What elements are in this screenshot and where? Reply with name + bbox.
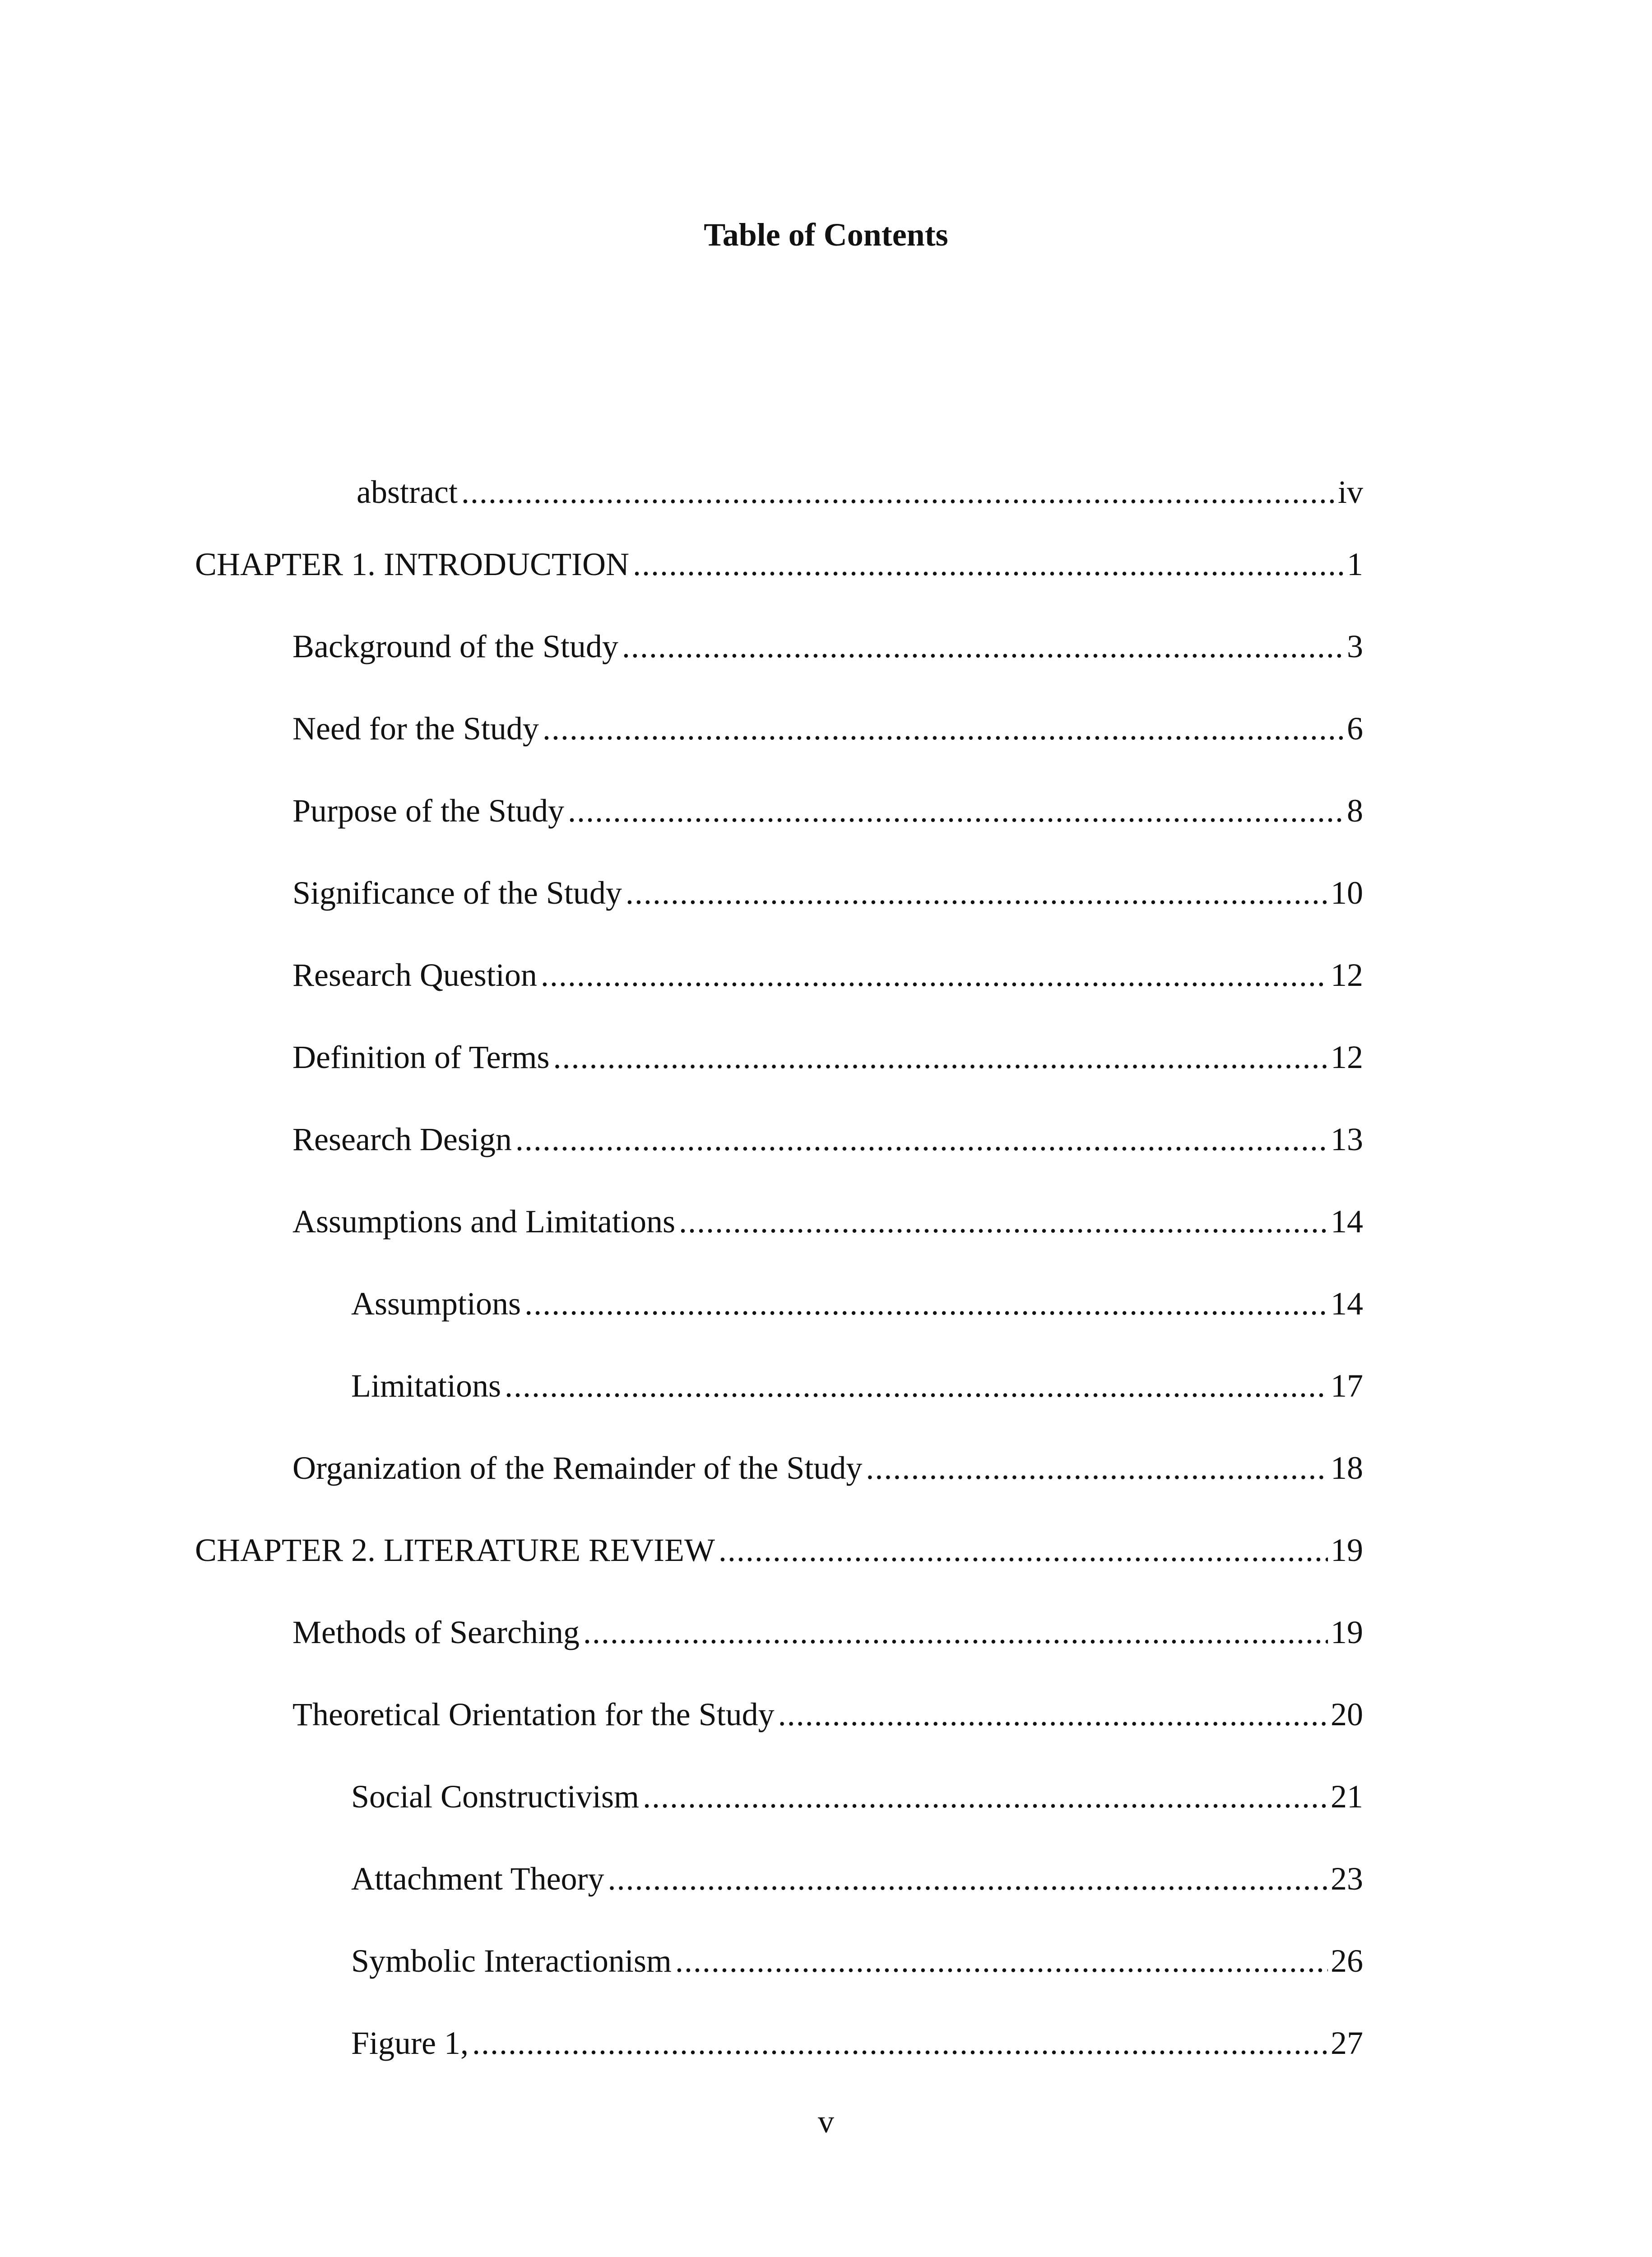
toc-entry-chapter-2[interactable] (195, 1528, 1363, 1573)
page-title: Table of Contents (704, 217, 948, 253)
toc-entry-research-design[interactable] (292, 1117, 1363, 1162)
toc-entry-label: Limitations (351, 1368, 501, 1404)
toc-entry-limitations[interactable] (351, 1363, 1363, 1408)
toc-entry-organization[interactable] (292, 1445, 1363, 1491)
toc-entry-page: 27 (1331, 2025, 1363, 2061)
toc-entry-label: CHAPTER 2. LITERATURE REVIEW (195, 1532, 715, 1568)
toc-dot-leader (675, 1938, 1328, 1983)
toc-entry-label: Figure 1, (351, 2025, 469, 2061)
toc-entry-methods-of-searching[interactable] (292, 1610, 1363, 1655)
toc-entry-label: Attachment Theory (351, 1861, 604, 1897)
toc-entry-page: 3 (1347, 628, 1363, 664)
toc-entry-page: 12 (1331, 1039, 1363, 1075)
toc-entry-label: Organization of the Remainder of the Study (292, 1450, 863, 1486)
toc-entry-page: 12 (1331, 957, 1363, 993)
toc-entry-label: Need for the Study (292, 711, 539, 747)
toc-entry-purpose[interactable] (292, 788, 1363, 833)
toc-entry-page: 6 (1347, 711, 1363, 747)
toc-entry-page: 18 (1331, 1450, 1363, 1486)
toc-dot-leader (679, 1199, 1328, 1244)
toc-entry-page: 14 (1331, 1286, 1363, 1322)
toc-entry-page: 17 (1331, 1368, 1363, 1404)
toc-dot-leader (524, 1281, 1328, 1326)
toc-dot-leader (568, 788, 1344, 833)
toc-entry-label: Definition of Terms (292, 1039, 550, 1075)
toc-entry-page: iv (1337, 474, 1363, 510)
toc-entry-label: Social Constructivism (351, 1779, 639, 1815)
toc-entry-page: 23 (1331, 1861, 1363, 1897)
toc-dot-leader (541, 952, 1328, 998)
toc-entry-social-constructivism[interactable] (351, 1774, 1363, 1819)
toc-entry-symbolic-interactionism[interactable] (351, 1938, 1363, 1983)
toc-entry-label: Purpose of the Study (292, 793, 564, 829)
toc-entry-assumptions-limitations[interactable] (292, 1199, 1363, 1244)
toc-entry-label: Symbolic Interactionism (351, 1943, 672, 1979)
toc-entry-figure-1[interactable] (351, 2020, 1363, 2066)
toc-dot-leader (461, 469, 1335, 515)
toc-entry-page: 1 (1347, 546, 1363, 582)
toc-entry-label: CHAPTER 1. INTRODUCTION (195, 546, 629, 582)
toc-entry-label: abstract (357, 474, 458, 510)
toc-dot-leader (515, 1117, 1328, 1162)
toc-entry-chapter-1[interactable] (195, 542, 1363, 587)
toc-entry-page: 13 (1331, 1121, 1363, 1157)
toc-entry-label: Research Design (292, 1121, 512, 1157)
toc-dot-leader (626, 870, 1328, 915)
toc-entry-label: Significance of the Study (292, 875, 622, 911)
toc-entry-abstract[interactable] (357, 469, 1363, 515)
page-number: v (818, 2104, 834, 2140)
toc-dot-leader (472, 2020, 1328, 2066)
toc-entry-label: Research Question (292, 957, 537, 993)
toc-entry-label: Theoretical Orientation for the Study (292, 1696, 775, 1732)
toc-entry-assumptions[interactable] (351, 1281, 1363, 1326)
toc-entry-research-question[interactable] (292, 952, 1363, 998)
toc-entry-page: 14 (1331, 1203, 1363, 1240)
toc-entry-page: 21 (1331, 1779, 1363, 1815)
toc-entry-page: 26 (1331, 1943, 1363, 1979)
toc-entry-label: Methods of Searching (292, 1614, 580, 1650)
toc-entry-page: 19 (1331, 1614, 1363, 1650)
toc-dot-leader (633, 542, 1344, 587)
toc-entry-definition-of-terms[interactable] (292, 1035, 1363, 1080)
toc-dot-leader (719, 1528, 1328, 1573)
toc-dot-leader (583, 1610, 1328, 1655)
toc-entry-page: 19 (1331, 1532, 1363, 1568)
toc-entry-theoretical-orientation[interactable] (292, 1692, 1363, 1737)
toc-dot-leader (778, 1692, 1328, 1737)
toc-entry-page: 8 (1347, 793, 1363, 829)
toc-dot-leader (608, 1856, 1328, 1901)
toc-dot-leader (622, 624, 1344, 669)
toc-entry-attachment-theory[interactable] (351, 1856, 1363, 1901)
toc-dot-leader (866, 1445, 1328, 1491)
toc-entry-page: 20 (1331, 1696, 1363, 1732)
toc-dot-leader (505, 1363, 1328, 1408)
toc-dot-leader (553, 1035, 1328, 1080)
toc-entry-label: Assumptions and Limitations (292, 1203, 676, 1240)
toc-entry-need[interactable] (292, 706, 1363, 751)
toc-entry-significance[interactable] (292, 870, 1363, 915)
toc-dot-leader (643, 1774, 1328, 1819)
toc-entry-label: Assumptions (351, 1286, 521, 1322)
toc-entry-page: 10 (1331, 875, 1363, 911)
toc-dot-leader (543, 706, 1344, 751)
toc-entry-label: Background of the Study (292, 628, 618, 664)
toc-entry-background[interactable] (292, 624, 1363, 669)
